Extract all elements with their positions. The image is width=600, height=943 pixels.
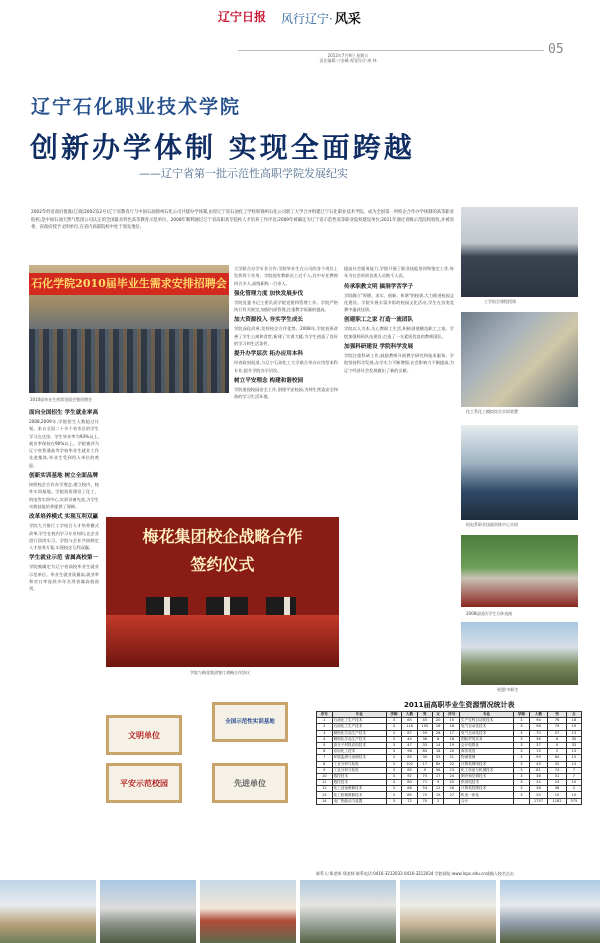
table-cell: 2 (566, 786, 581, 792)
col2-heading-1: 强化管理力度 加快发展步伐 (234, 290, 304, 297)
table-cell: 19 (432, 792, 444, 798)
col2-text-0: 大学联合办学专业合作,学院毕业生在公司的各个岗位上发挥骨干作用。学院现有教职员工近千人,其中专任教师四百多人,高级职称一百余人。 (234, 266, 338, 286)
table-cell: 数控技术 (332, 780, 386, 786)
table-cell: 电厂热能动力装置 (332, 798, 386, 804)
table-cell: 45 (417, 718, 432, 724)
table-cell: 44 (402, 736, 418, 742)
table-cell: 18 (566, 718, 581, 724)
th-female-a: 女 (432, 712, 444, 718)
table-cell: 56 (432, 767, 444, 773)
signing-banner-line2: 签约仪式 (190, 555, 255, 574)
table-cell: 计算机控制技术 (460, 786, 514, 792)
table-cell: 3 (386, 792, 402, 798)
table-cell: 3 (514, 749, 530, 755)
table-cell: 84 (548, 755, 567, 761)
table-cell: 18 (444, 736, 460, 742)
table-cell: 3 (386, 767, 402, 773)
table-cell: 11 (317, 780, 333, 786)
table-cell: 3 (386, 780, 402, 786)
col3-text-2: 学院以人为本,关心教职工生活,积极创建模范职工之家。学院加强师资队伍建设,打造了一支素质优良的教师团队。 (344, 326, 454, 339)
table-cell: 10 (566, 780, 581, 786)
table-cell: 30 (417, 755, 432, 761)
table-cell: 精细化学品生产技术 (332, 730, 386, 736)
photo-students (461, 622, 578, 685)
col3-heading-2: 创建职工之家 打造一流团队 (344, 317, 414, 324)
table-cell: 3 (386, 798, 402, 804)
table-cell: 19 (444, 742, 460, 748)
col3-text-1: 学院确立"厚德、求实、创新、和谐"的校训,大力推进校园文化建设。学院开展丰富多彩的校园文化活动,学生在各类竞赛中屡获佳绩。 (344, 292, 454, 313)
table-cell: 17 (444, 730, 460, 736)
th-count-a: 人数 (402, 712, 418, 718)
table-cell: 高分子材料应用技术 (332, 742, 386, 748)
table-cell: 57 (548, 730, 567, 736)
table-cell: 3 (514, 792, 530, 798)
table-body (317, 718, 582, 805)
campus-photo-2 (100, 880, 196, 943)
table-cell: 3 (514, 718, 530, 724)
photo-parade (461, 535, 578, 607)
col1-text-3: 学院大力推行工学结合人才培养模式改革,学生在校内学习专业知识,在企业进行顶岗实习。学院与企业共同制定人才培养方案,实现校企互利双赢。 (29, 523, 99, 551)
table-cell: 34 (529, 780, 548, 786)
article-column-2 (234, 265, 338, 401)
table-cell: 商务英语 (460, 749, 514, 755)
table-cell (514, 798, 530, 804)
table-cell: 3 (514, 773, 530, 779)
award-plaque-4: 先进单位 (212, 763, 288, 803)
table-cell: 石油化工生产技术 (332, 718, 386, 724)
table-cell: 28 (432, 730, 444, 736)
recruitment-fair-photo (29, 265, 229, 393)
recruitment-crowd (29, 329, 229, 393)
col2-text-2: 学院深化改革,发挥校企合作优势。2008年,学院投资改善了学生公寓和食堂,新建了实训大楼,为学生创造了良好的学习和生活条件。 (234, 326, 338, 347)
table-cell: 59 (417, 730, 432, 736)
col1-heading-4: 学生就业示范 省属高校第一 (29, 555, 99, 562)
table-cell: 化工设备维修技术 (332, 786, 386, 792)
table-cell: 环境监测与治理技术 (332, 755, 386, 761)
table-cell: 计算机网络技术 (460, 761, 514, 767)
table-cell: 3 (386, 773, 402, 779)
table-cell: 38 (529, 773, 548, 779)
table-cell: 供用电技术 (460, 780, 514, 786)
table-cell: 27 (444, 792, 460, 798)
table-cell: 54 (417, 786, 432, 792)
table-cell: 31 (548, 773, 567, 779)
table-cell: 16 (432, 724, 444, 730)
table-cell: 37 (529, 742, 548, 748)
table-cell: 33 (417, 742, 432, 748)
table-cell: 65 (402, 767, 418, 773)
table-cell: 100 (417, 724, 432, 730)
recruitment-banner: 石化学院2010届毕业生需求安排招聘会 (29, 273, 229, 295)
photo-chemical-lab (461, 312, 578, 407)
th-major-a: 专业 (332, 712, 386, 718)
table-cell: 13 (566, 761, 581, 767)
table-cell: 85 (402, 755, 418, 761)
table-cell: 5 (317, 742, 333, 748)
table-cell: 3 (386, 786, 402, 792)
table-cell: 国际贸易实务 (460, 736, 514, 742)
col1-text-2: 按照校企合作办学理念,建立校内、校外实训基地。学院投资建设了化工、机电等实训中心,实训设备先进,为学生实践技能培养提供了保障。 (29, 482, 99, 509)
table-cell: 33 (566, 742, 581, 748)
th-major-b: 专业 (460, 712, 514, 718)
th-years-b: 学制 (514, 712, 530, 718)
table-cell: 工业分析与检验 (332, 761, 386, 767)
page-number: 05 (548, 42, 564, 57)
table-cell: 20 (444, 749, 460, 755)
table-cell: 9 (432, 780, 444, 786)
table-cell: 2 (317, 724, 333, 730)
table-header-row (317, 712, 582, 718)
table-cell: 36 (529, 736, 548, 742)
table-cell: 3 (514, 730, 530, 736)
col2-text-4: 学院重视校园安全工作,创建平安校园,为师生营造安全和谐的学习生活环境。 (234, 386, 338, 400)
table-cell: 99 (529, 755, 548, 761)
award-plaque-3: 平安示范校园 (106, 763, 182, 803)
table-cell: 98 (529, 724, 548, 730)
table-cell: 8 (317, 761, 333, 767)
table-cell: 制冷和空调技术 (460, 773, 514, 779)
table-cell: 70 (417, 792, 432, 798)
headline-kicker: 辽宁石化职业技术学院 (31, 96, 242, 118)
table-cell: 3 (514, 736, 530, 742)
table-cell: 575 (566, 798, 581, 804)
table-cell: 80 (417, 749, 432, 755)
table-cell: 3 (386, 755, 402, 761)
table-cell: 18 (432, 749, 444, 755)
table-cell: 30 (566, 736, 581, 742)
col1-heading-1: 面向全国招生 学生就业率高 (29, 410, 99, 416)
table-cell: 94 (529, 718, 548, 724)
contact-footer: 联系人:郑老师 郑老师 联系电话:0416-3212033 0416-3212034 学院网址:www.lnpc.edu.cn或输入校名点击 (316, 871, 514, 876)
table-row (317, 798, 582, 804)
table-cell: 3 (386, 742, 402, 748)
col3-heading-1: 传承职教文明 搞洞学苦学子 (344, 283, 414, 290)
newspaper-logo: 辽宁日报 (218, 10, 267, 24)
award-plaque-2: 全国示范性实训基地 (212, 702, 288, 742)
col2-heading-2: 加大资源投入 夯实学生成长 (234, 317, 304, 324)
table-cell: 92 (402, 773, 418, 779)
table-cell: 12 (432, 786, 444, 792)
table-cell: 13 (317, 792, 333, 798)
table-cell: 81 (529, 767, 548, 773)
table-cell: 36 (417, 736, 432, 742)
table-cell: 10 (317, 773, 333, 779)
table-cell: 3 (514, 767, 530, 773)
table-cell: 45 (529, 761, 548, 767)
col3-text-0: 提高社会服务能力,学院开展了职业技能培训和鉴定工作,每年为社会培训各类人员数千人次。 (344, 266, 454, 279)
table-cell: 70 (529, 730, 548, 736)
photo-caption-r2: 化工系化工模拟综合实训装置 (466, 409, 518, 414)
table-cell: 72 (402, 798, 418, 804)
table-cell: 3 (514, 755, 530, 761)
table-cell: 20 (529, 792, 548, 798)
table-cell: 116 (402, 724, 418, 730)
table-cell: 65 (402, 718, 418, 724)
table-cell: 3 (386, 730, 402, 736)
campus-photo-strip (0, 880, 600, 943)
table-cell: 22 (444, 761, 460, 767)
table-cell: 3 (386, 736, 402, 742)
campus-photo-6 (500, 880, 600, 943)
table-cell: 87 (402, 730, 418, 736)
masthead (0, 0, 600, 74)
signing-table (106, 615, 339, 667)
table-cell: 15 (566, 755, 581, 761)
table-cell: 3 (386, 761, 402, 767)
table-cell: 71 (417, 780, 432, 786)
table-cell: 石油化工生产技术 (332, 724, 386, 730)
table-cell: 机电一体化 (460, 792, 514, 798)
col1-heading-2: 创新实训基地 树立全面品牌 (29, 473, 99, 480)
lead-paragraph: 2002年经省政府批准(辽政[2002]12号)辽宁省教育厅与中国石油锦州石化公司共建办学体制,由原辽宁省石油化工学校和锦州石化公司职工大学合并组建辽宁石化职业技术学院。成为全国第一所校企合作办学体制的高等职业院校;是中国石油天然气集团公司认定的全国最具特色高等教育示范单位。2008年顺利通过辽宁省高职高专院校人才培养工作评估;2009年被确定为辽宁省示范性高等职业院校建设单位;2011年通过省级示范院校验收,并被省委、省政府授予文明单位,在省内高职院校中处于领先地位。 (31, 210, 454, 231)
table-cell: 3 (317, 730, 333, 736)
article-column-1 (29, 406, 99, 593)
th-male-a: 男 (417, 712, 432, 718)
table-cell: 47 (402, 742, 418, 748)
table-cell: 98 (402, 749, 418, 755)
col1-text-4: 学院被确定为辽宁省高校毕业生就业示范单位。毕业生就业质量高,就业率和对口率连续多年名列省属高校前列。 (29, 564, 99, 592)
award-plaque-1: 文明单位 (106, 715, 182, 755)
table-cell: 16 (444, 724, 460, 730)
subheadline: ——辽宁省第一批示范性高职学院发展纪实 (139, 167, 348, 180)
table-cell: 70 (417, 798, 432, 804)
main-headline: 创新办学体制 实现全面跨越 (30, 131, 415, 164)
editor-line: 责任编辑:刁金峰 视觉设计:康 林 (319, 58, 377, 63)
photo-caption-r3: 机电系职业技能训练中心实训 (466, 522, 518, 527)
signing-banner-line1: 梅花集团校企战略合作 (142, 527, 303, 546)
photo-caption-recruit: 2010届毕业生供需见面会暨招聘会 (30, 397, 93, 402)
table-cell: 17 (432, 773, 444, 779)
campus-photo-4 (300, 880, 396, 943)
campus-photo-1 (0, 880, 96, 943)
table-cell: 15 (529, 749, 548, 755)
table-cell: 21 (444, 755, 460, 761)
date-box (288, 53, 408, 63)
photo-caption-r1: 工学结合课程授课 (484, 299, 516, 304)
th-female-b: 女 (566, 712, 581, 718)
photo-caption-r4: 2008届国庆学生方阵表演 (466, 611, 513, 616)
article-column-3 (344, 265, 454, 374)
table-cell: 24 (548, 780, 567, 786)
table-cell: 12 (317, 786, 333, 792)
table-cell: 3 (514, 724, 530, 730)
table-title: 2011届高职毕业生资源情况统计表 (404, 701, 515, 709)
table-cell: 8 (432, 736, 444, 742)
table-cell: 74 (548, 767, 567, 773)
table-cell: 14 (317, 798, 333, 804)
table-cell: 13 (566, 730, 581, 736)
table-cell: 23 (444, 767, 460, 773)
table-cell: 7 (566, 767, 581, 773)
table-cell: 66 (402, 786, 418, 792)
table-cell: 25 (444, 780, 460, 786)
th-years-a: 学制 (386, 712, 402, 718)
col2-text-1: 学院党委书记主要负责学院党建和管理工作。学院严格执行有关规定,加强内部管理,注重教学质量的提高。 (234, 299, 338, 313)
table-cell: 89 (402, 792, 418, 798)
table-cell: 1182 (548, 798, 567, 804)
table-cell: 24 (444, 773, 460, 779)
th-male-b: 男 (548, 712, 567, 718)
table-cell: 3 (386, 724, 402, 730)
table-cell: 工业分析与检验 (332, 767, 386, 773)
table-cell: 32 (548, 761, 567, 767)
table-cell: 76 (548, 718, 567, 724)
table-cell: 2 (432, 798, 444, 804)
table-cell: 化工设备与机械技术 (460, 767, 514, 773)
table-cell: 1757 (529, 798, 548, 804)
table-cell: 6 (317, 749, 333, 755)
table-cell: 17 (417, 761, 432, 767)
table-cell: 4 (548, 742, 567, 748)
table-cell: 26 (444, 786, 460, 792)
masthead-rule (238, 50, 544, 51)
table-cell: 1 (317, 718, 333, 724)
table-cell: 3 (386, 749, 402, 755)
table-cell: 20 (432, 718, 444, 724)
col2-heading-3: 提升办学层次 拓办应用本科 (234, 351, 304, 358)
table-cell: 80 (402, 780, 418, 786)
photo-mechanical-center (461, 425, 578, 520)
table-cell: 应用化工技术 (332, 749, 386, 755)
table-cell: 14 (432, 742, 444, 748)
table-cell (444, 798, 460, 804)
table-cell: 电气自动化技术 (460, 724, 514, 730)
col2-heading-4: 树立平安理念 构建和谐校园 (234, 377, 304, 384)
table-cell: 3 (386, 718, 402, 724)
table-cell: 化工机械维修技术 (332, 792, 386, 798)
section-name: 风行辽宁· (281, 12, 333, 26)
table-cell: 9 (417, 767, 432, 773)
table-cell: 7 (566, 773, 581, 779)
col3-heading-3: 加强科研建设 学院科学发展 (344, 344, 414, 351)
table-cell: 15 (444, 718, 460, 724)
table-cell: 生产过程自动化技术 (460, 718, 514, 724)
table-cell: 会计电算化 (460, 742, 514, 748)
table-cell: 10 (548, 792, 567, 798)
section-title (281, 8, 361, 27)
photo-caption-r5: 展翅:中职生 (497, 687, 519, 692)
table-cell: 75 (417, 773, 432, 779)
table-cell: 2 (548, 749, 567, 755)
table-cell: 精细化学品生产技术 (332, 736, 386, 742)
table-cell: 9 (317, 767, 333, 773)
table-cell: 85 (432, 761, 444, 767)
col2-text-3: 经省政府批准,与辽宁石油化工大学联合举办应用型本科专业,提升学院办学层次。 (234, 360, 338, 373)
signing-banner (116, 523, 329, 583)
table-cell: 3 (514, 786, 530, 792)
photo-caption-signing: 学院与梅花集团签订战略合作协议 (190, 670, 250, 675)
table-cell: 电气自动化技术 (460, 730, 514, 736)
table-cell: 13 (566, 749, 581, 755)
table-cell: 3 (514, 780, 530, 786)
table-cell: 36 (548, 786, 567, 792)
campus-photo-5 (400, 880, 496, 943)
table-cell: 3 (514, 742, 530, 748)
table-cell: 55 (432, 755, 444, 761)
photo-class-workshop (461, 207, 578, 297)
signing-ceremony-photo (106, 517, 339, 667)
th-index-a: 序号 (317, 712, 333, 718)
table-cell: 3 (514, 761, 530, 767)
table-cell: 102 (402, 761, 418, 767)
campus-photo-3 (200, 880, 296, 943)
table-cell: 4 (317, 736, 333, 742)
th-count-b: 人数 (529, 712, 548, 718)
table-cell: 6 (548, 736, 567, 742)
table-cell: 38 (529, 786, 548, 792)
col3-text-3: 学院注重科研工作,鼓励教师开展教学研究和技术服务。学院坚持科学发展,办学实力不断增强,社会影响力不断提高,为辽宁经济社会发展做出了新的贡献。 (344, 353, 454, 373)
graduates-stats-table (316, 711, 582, 805)
table-cell: 7 (317, 755, 333, 761)
table-cell: 物流管理 (460, 755, 514, 761)
th-index-b: 序号 (444, 712, 460, 718)
col1-text-1: 2008,2009年,学院招生人数超过计划。来自全国二十多个省市区的学生学习在这里。学生毕业率为93%以上,就业率保持在90%以上。学院被评为辽宁省普通高等学校毕业生就业工作先进集体,毕业生受到用人单位的欢迎。 (29, 419, 99, 468)
table-cell: 10 (566, 792, 581, 798)
table-cell: 79 (548, 724, 567, 730)
date-line: 2012年7月9日 星期五 (327, 53, 369, 58)
table-cell: 数控技术 (332, 773, 386, 779)
section-emphasis: 风采 (334, 12, 361, 27)
table-cell: 19 (566, 724, 581, 730)
col1-heading-3: 改革培养模式 实现互利双赢 (29, 514, 99, 521)
table-cell: 合计 (460, 798, 514, 804)
